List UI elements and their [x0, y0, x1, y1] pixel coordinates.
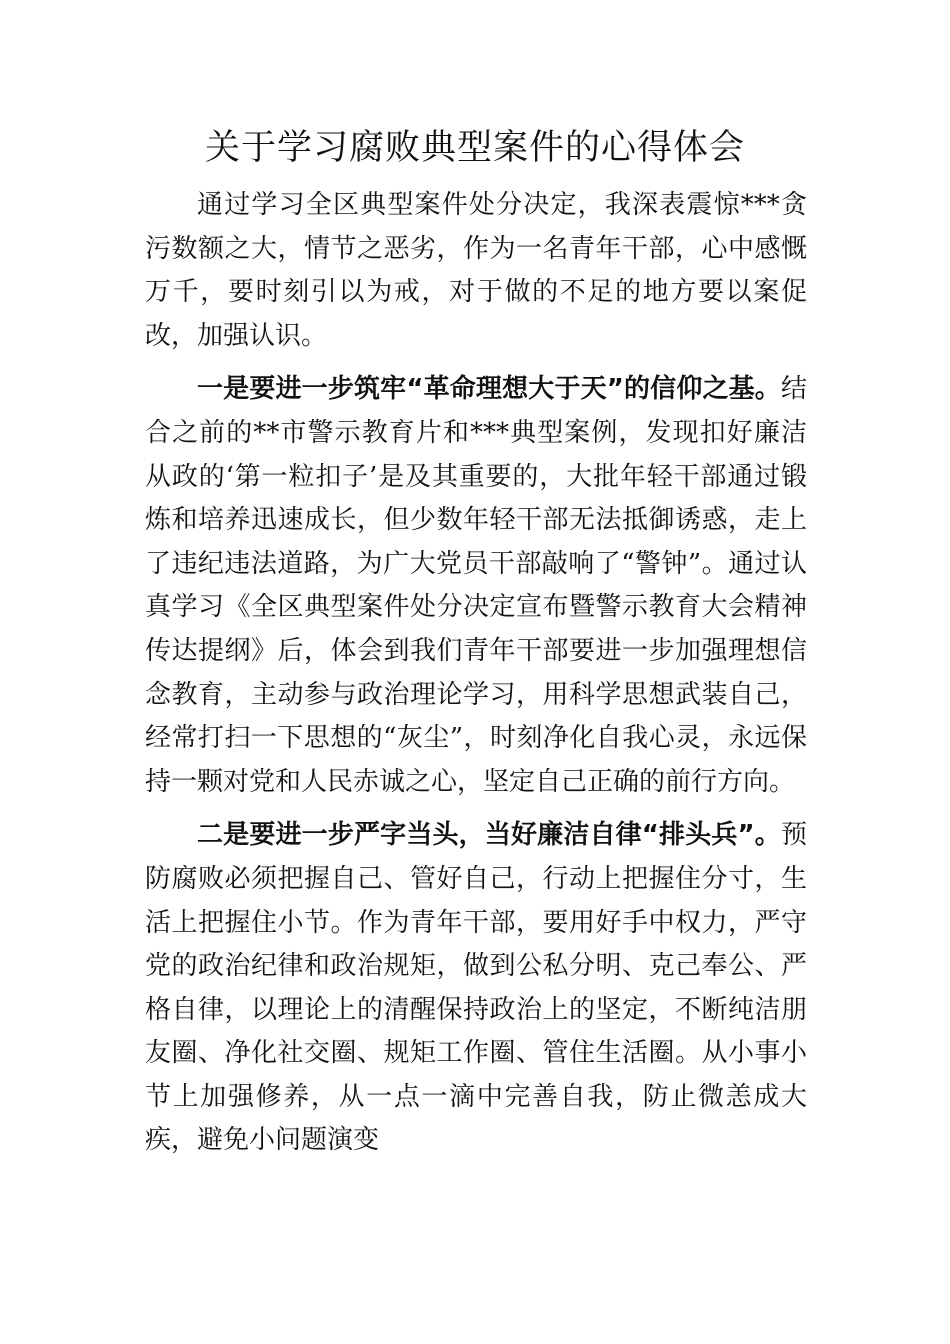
section-body-1: 结合之前的**市警示教育片和***典型案例，发现扣好廉洁从政的‘第一粒扣子’是及其重要的，大批年轻干部通过锻炼和培养迅速成长，但少数年轻干部无法抵御诱惑，走上了违纪违法道路，为广大党员干部敲响了“警钟”。通过认真学习《全区典型案件处分决定宣布暨警示教育大会精神传达提纲》后，体会到我们青年干部要进一步加强理想信念教育，主动参与政治理论学习，用科学思想武装自己，经常打扫一下思想的“灰尘”，时刻净化自我心灵，永远保持一颗对党和人民赤诚之心，坚定自己正确的前行方向。 [145, 374, 807, 797]
document-body [145, 184, 807, 1173]
section-body-2: 预防腐败必须把握自己、管好自己，行动上把握住分寸，生活上把握住小节。作为青年干部，要用好手中权力，严守党的政治纪律和政治规矩，做到公私分明、克己奉公、严格自律，以理论上的清醒保持政治上的坚定，不断纯洁朋友圈、净化社交圈、规矩工作圈、管住生活圈。从小事小节上加强修养，从一点一滴中完善自我，防止微恙成大疾，避免小问题演变 [145, 820, 807, 1156]
section-paragraph-1 [145, 368, 807, 804]
intro-paragraph: 通过学习全区典型案件处分决定，我深表震惊***贪污数额之大，情节之恶劣，作为一名青年干部，心中感慨万千，要时刻引以为戒，对于做的不足的地方要以案促改，加强认识。 [145, 190, 807, 351]
section-heading-1: 一是要进一步筑牢“革命理想大于天”的信仰之基。 [197, 374, 781, 405]
section-paragraph-2 [145, 814, 807, 1163]
document-title: 关于学习腐败典型案件的心得体会 [204, 128, 745, 168]
section-heading-2: 二是要进一步严字当头，当好廉洁自律“排头兵”。 [197, 820, 781, 851]
